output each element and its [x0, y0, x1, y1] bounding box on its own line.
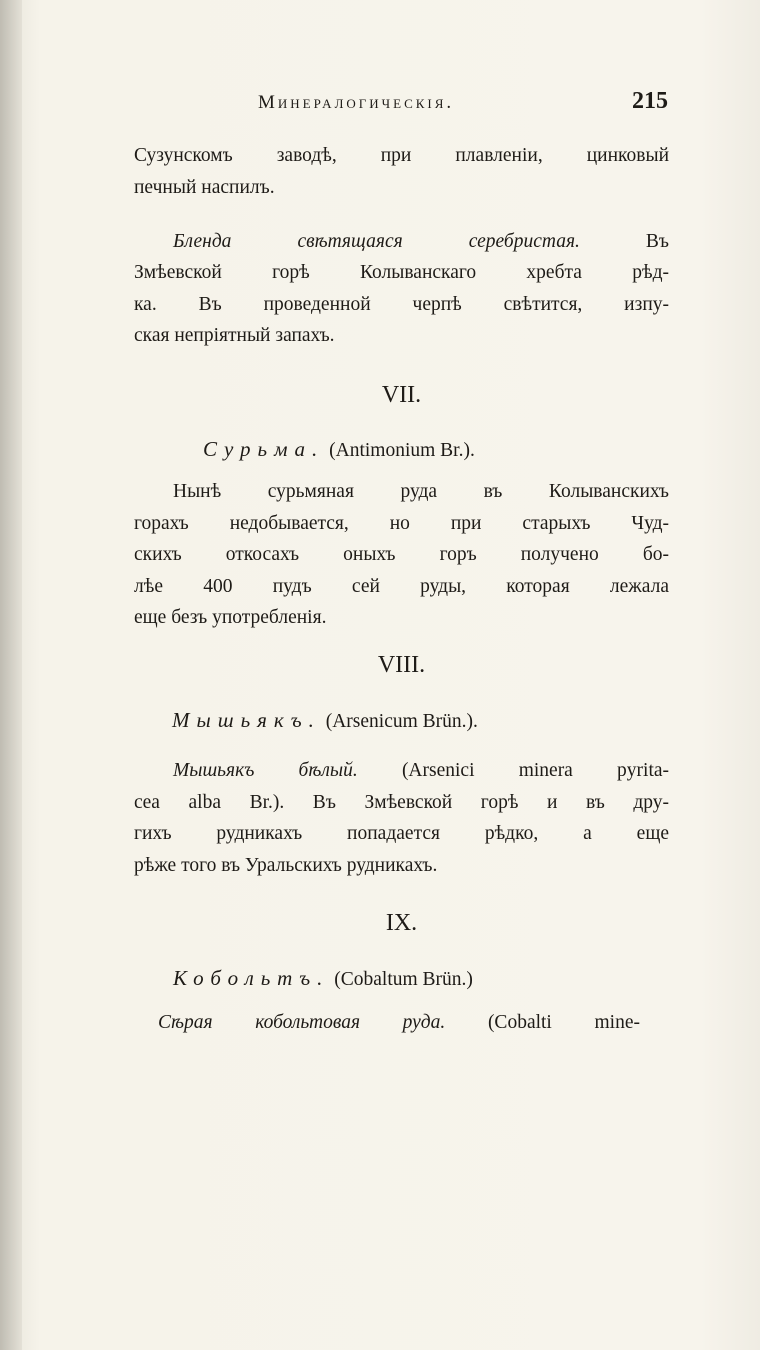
- page-gutter: [0, 0, 22, 1350]
- section-title-line: [203, 436, 603, 464]
- text-line: печный наспилъ.: [134, 177, 275, 198]
- text-line: рѣже того въ Уральскихъ рудникахъ.: [134, 855, 438, 876]
- text-line: [158, 1010, 640, 1036]
- text-line: Сузунскомъ заводѣ, при плавленіи, цинковый: [134, 145, 669, 166]
- text-line: ка. Въ проведенной черпѣ свѣтится, изпу-: [134, 294, 669, 315]
- term-italic: Сѣрая кобольтовая руда.: [158, 1012, 446, 1033]
- text-line: еще безъ употребленія.: [134, 607, 327, 628]
- text-line: Змѣевской горѣ Колыванскаго хребта рѣд-: [134, 262, 669, 283]
- section-title-line: [172, 707, 642, 735]
- text-line: [173, 758, 669, 784]
- section-title: Мышьякъ.: [172, 708, 321, 732]
- text-line: cea alba Br.). Въ Змѣевской горѣ и въ дру-: [134, 792, 669, 813]
- text-line: гихъ рудникахъ попадается рѣдко, а еще: [134, 823, 669, 844]
- text-run: (Cobalti mine-: [487, 1012, 640, 1033]
- text-line: Нынѣ сурьмяная руда въ Колыванскихъ: [173, 481, 669, 502]
- page-number: 215: [632, 88, 668, 114]
- latin-name: (Cobaltum Brün.): [334, 969, 473, 990]
- latin-name: (Antimonium Br.).: [329, 440, 475, 461]
- section-heading: VIII.: [377, 652, 426, 678]
- term-italic: Бленда свѣтящаяся серебристая.: [173, 231, 580, 252]
- section-title: Сурьма.: [203, 437, 325, 461]
- text-line: скихъ откосахъ оныхъ горъ получено бо-: [134, 544, 669, 565]
- text-run: (Arsenici minera pyrita-: [401, 760, 670, 781]
- latin-name: (Arsenicum Brün.).: [325, 711, 478, 732]
- term-italic: Мышьякъ бѣлый.: [173, 760, 358, 781]
- section-heading: IX.: [385, 910, 418, 936]
- section-heading: VII.: [381, 382, 422, 408]
- text-line: лѣе 400 пудъ сей руды, которая лежала: [134, 576, 669, 597]
- text-line: горахъ недобывается, но при старыхъ Чуд-: [134, 513, 669, 534]
- section-title-line: [173, 965, 633, 993]
- section-title: Кобольтъ.: [173, 966, 330, 990]
- text-line: [173, 229, 669, 255]
- running-head: [258, 88, 668, 122]
- running-title: Минералогическія.: [258, 92, 455, 113]
- text-line: ская непріятный запахъ.: [134, 325, 335, 346]
- text-run: Въ: [645, 231, 669, 252]
